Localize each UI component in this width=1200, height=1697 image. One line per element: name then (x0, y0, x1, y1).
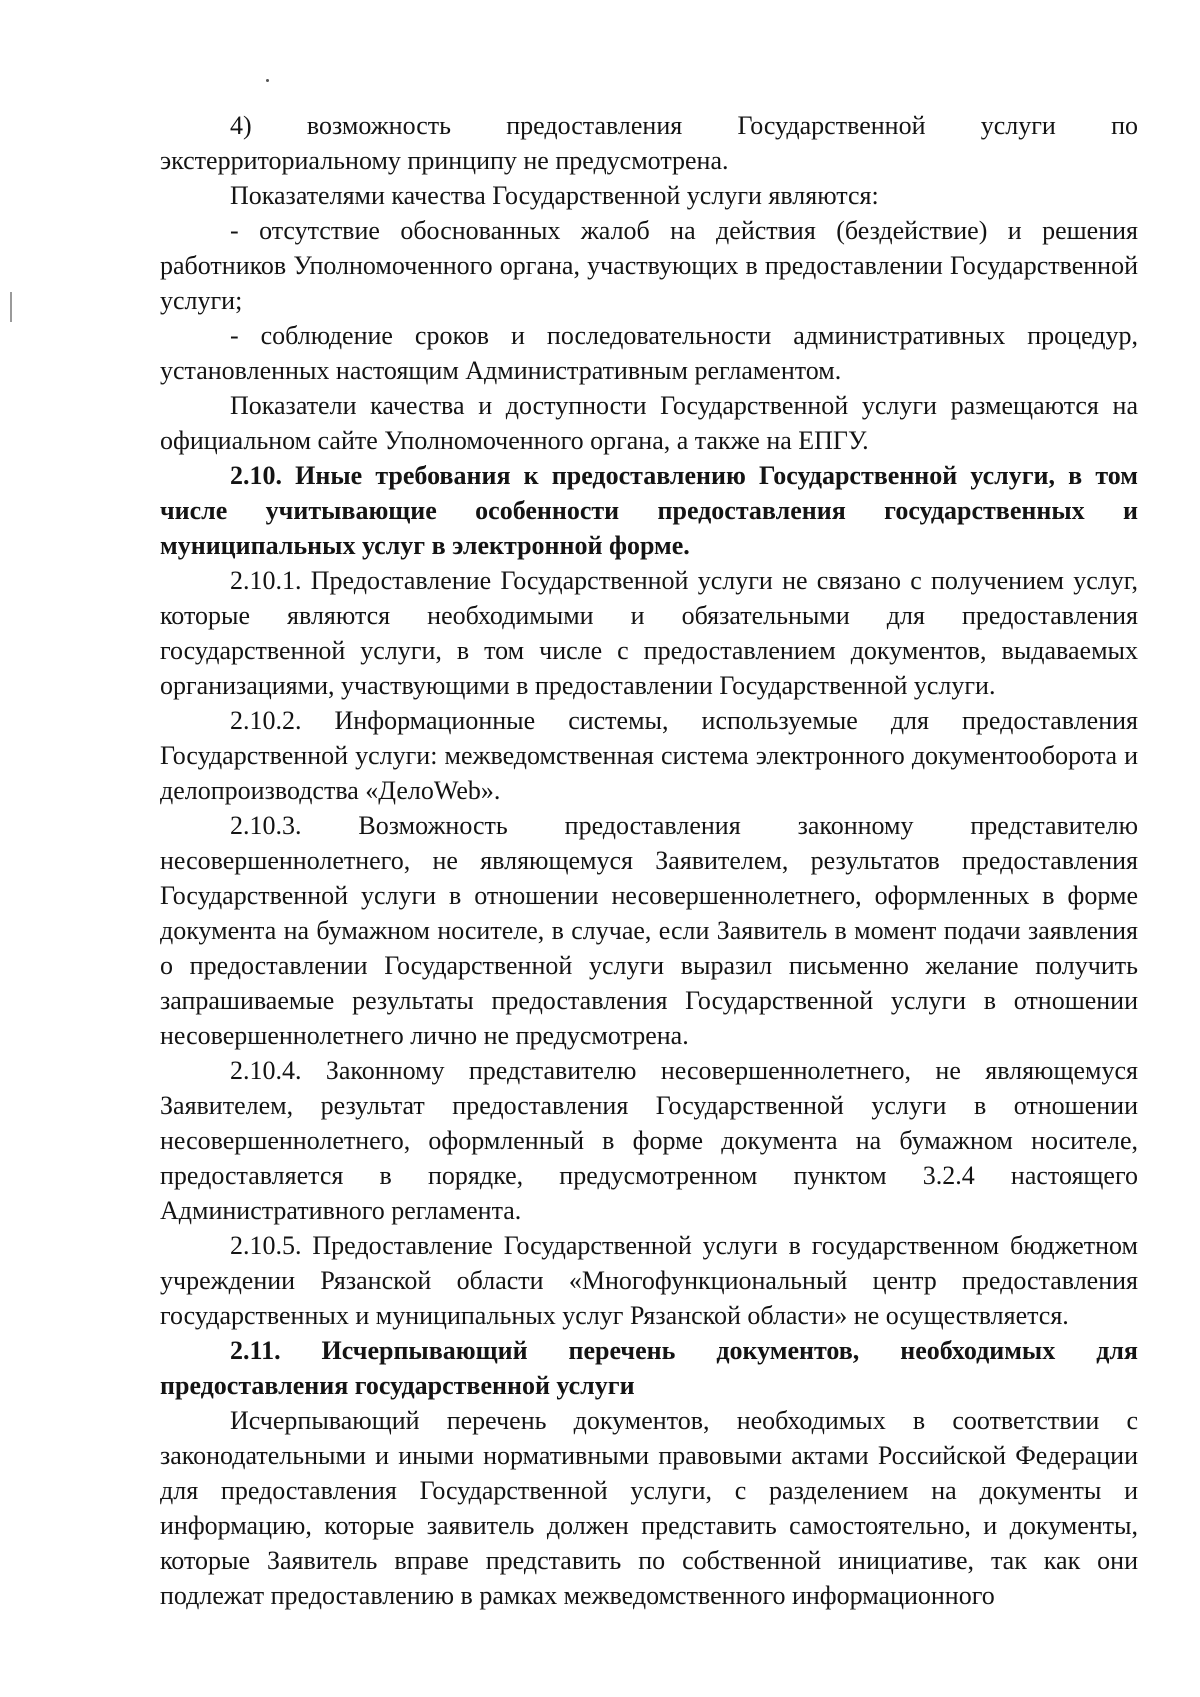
paragraph-indicators-published: Показатели качества и доступности Государственной услуги размещаются на официальном сайте Уполномоченного органа, а также на ЕПГУ. (160, 391, 1138, 455)
paragraph-quality-indicators-intro: Показателями качества Государственной услуги являются: (230, 181, 879, 210)
paragraph-2-10-1: 2.10.1. Предоставление Государственной услуги не связано с получением услуг, которые являются необходимыми и обязательными для предоставления государственной услуги, в том числе с предоставлением документов, выдаваемых организациями, участвующими в предоставлении Государственной услуги. (160, 566, 1138, 700)
section-heading-2-11: 2.11. Исчерпывающий перечень документов, необходимых для предоставления государственной услуги (160, 1336, 1138, 1400)
paragraph-no-complaints: - отсутствие обоснованных жалоб на действия (бездействие) и решения работников Уполномоченного органа, участвующих в предоставлении Государственной услуги; (160, 216, 1138, 315)
paragraph-extraterritorial: 4) возможность предоставления Государственной услуги по экстерриториальному принципу не предусмотрена. (160, 111, 1138, 175)
scan-artifact-mark (10, 292, 12, 322)
paragraph-2-10-3: 2.10.3. Возможность предоставления законному представителю несовершеннолетнего, не являющемуся Заявителем, результатов предоставления Государственной услуги в отношении несовершеннолетнего, оформленных в форме документа на бумажном носителе, в случае, если Заявитель в момент подачи заявления о предоставлении Государственной услуги выразил письменно желание получить запрашиваемые результаты предоставления Государственной услуги в отношении несовершеннолетнего лично не предусмотрена. (160, 811, 1138, 1050)
paragraph-deadlines: - соблюдение сроков и последовательности административных процедур, установленных настоящим Административным регламентом. (160, 321, 1138, 385)
paragraph-2-10-2: 2.10.2. Информационные системы, используемые для предоставления Государственной услуги: межведомственная система электронного документооборота и делопроизводства «ДелоWeb». (160, 706, 1138, 805)
document-page (160, 108, 1138, 1613)
paragraph-2-10-4: 2.10.4. Законному представителю несовершеннолетнего, не являющемуся Заявителем, результат предоставления Государственной услуги в отношении несовершеннолетнего, оформленный в форме документа на бумажном носителе, предоставляется в порядке, предусмотренном пунктом 3.2.4 настоящего Административного регламента. (160, 1056, 1138, 1225)
scan-artifact-dot (266, 79, 269, 82)
paragraph-documents-list: Исчерпывающий перечень документов, необходимых в соответствии с законодательными и иными нормативными правовыми актами Российской Федерации для предоставления Государственной услуги, с разделением на документы и информацию, которые заявитель должен представить самостоятельно, и документы, которые Заявитель вправе представить по собственной инициативе, так как они подлежат предоставлению в рамках межведомственного информационного (160, 1406, 1138, 1610)
section-heading-2-10: 2.10. Иные требования к предоставлению Государственной услуги, в том числе учитывающие особенности предоставления государственных и муниципальных услуг в электронной форме. (160, 461, 1138, 560)
paragraph-2-10-5: 2.10.5. Предоставление Государственной услуги в государственном бюджетном учреждении Рязанской области «Многофункциональный центр предоставления государственных и муниципальных услуг Рязанской области» не осуществляется. (160, 1231, 1138, 1330)
